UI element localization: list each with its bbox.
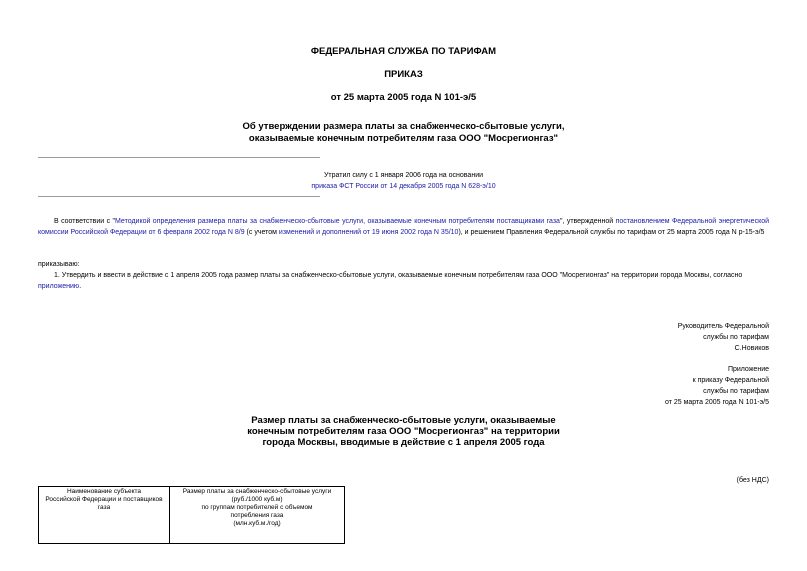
- header-fee-line5: (млн.куб.м./год): [233, 520, 281, 527]
- appendix-line3: службы по тарифам: [703, 388, 769, 395]
- preamble-text-3: (с учетом: [244, 229, 279, 236]
- agency-name: ФЕДЕРАЛЬНАЯ СЛУЖБА ПО ТАРИФАМ: [310, 46, 497, 57]
- table-header-row: [39, 487, 770, 544]
- document-title-line1: Об утверждении размера платы за снабженческо-сбытовые услуги,: [242, 121, 565, 132]
- table-empty-space: [345, 487, 770, 544]
- appendix-link[interactable]: приложению: [38, 283, 80, 290]
- document-title-line2: оказываемые конечным потребителям газа ООО "Мосрегионгаз": [248, 133, 559, 144]
- document-type: ПРИКАЗ: [384, 69, 423, 80]
- amendments-link[interactable]: изменений и дополнений от 19 июня 2002 года N 35/10: [278, 229, 459, 236]
- appendix-title-line3: города Москвы, вводимые в действие с 1 апреля 2005 года: [262, 437, 545, 448]
- document-date-number: от 25 марта 2005 года N 101-э/5: [330, 92, 477, 103]
- preamble-paragraph: [38, 216, 769, 238]
- separator-top: [38, 157, 320, 158]
- header-fee-line3: по группам потребителей с объемом: [201, 504, 313, 511]
- header-fee-line1: Размер платы за снабженческо-сбытовые услуги: [182, 488, 332, 495]
- preamble-text-1: В соответствии с ": [54, 218, 116, 225]
- order-item-1-end: .: [79, 283, 82, 290]
- tariff-table: [38, 486, 769, 544]
- resolution-link[interactable]: постановлением Федеральной энергетической комиссии Российской Федерации от 6 февраля 2002 года N 8/9: [38, 218, 770, 236]
- appendix-line2: к приказу Федеральной: [692, 377, 769, 384]
- header-fee-line2: (руб./1000 куб.м): [231, 496, 283, 503]
- status-line: Утратил силу с 1 января 2006 года на основании: [323, 172, 484, 179]
- preamble-text-2: ", утвержденной: [559, 218, 616, 225]
- appendix-title-line1: Размер платы за снабженческо-сбытовые услуги, оказываемые: [251, 415, 556, 426]
- methodology-link[interactable]: Методикой определения размера платы за снабженческо-сбытовые услуги, оказываемые конечным потребителям поставщиками газа: [115, 218, 560, 225]
- signature-position-line1: Руководитель Федеральной: [677, 323, 769, 330]
- appendix-line4: от 25 марта 2005 года N 101-э/5: [664, 399, 769, 406]
- preamble-text-4: ), и решением Правления Федеральной службы по тарифам от 25 марта 2005 года N р-15-э/5: [458, 229, 765, 236]
- order-intro: приказываю:: [38, 261, 80, 268]
- appendix-label: Приложение: [727, 366, 769, 373]
- vat-note: (без НДС): [736, 477, 769, 484]
- header-subject-line2: Российской Федерации и поставщиков: [45, 496, 163, 503]
- repeal-order-link[interactable]: приказа ФСТ России от 14 декабря 2005 года N 628-э/10: [311, 183, 496, 190]
- signature-name: С.Новиков: [734, 345, 769, 352]
- table-header-subject: [39, 487, 170, 544]
- order-item-1: [38, 270, 769, 292]
- table-header-fee: [170, 487, 345, 544]
- header-subject-line1: Наименование субъекта: [66, 488, 142, 495]
- separator-bottom: [38, 196, 320, 197]
- order-item-1-text: 1. Утвердить и ввести в действие с 1 апреля 2005 года размер платы за снабженческо-сбытовые услуги, оказываемые конечным потребителям газа ООО "Мосрегионгаз" на территории города Москвы, согласно: [54, 272, 743, 279]
- signature-position-line2: службы по тарифам: [703, 334, 769, 341]
- header-subject-line3: газа: [97, 504, 111, 511]
- appendix-title-line2: конечным потребителям газа ООО "Мосрегионгаз" на территории: [247, 426, 560, 437]
- header-fee-line4: потребления газа: [230, 512, 284, 519]
